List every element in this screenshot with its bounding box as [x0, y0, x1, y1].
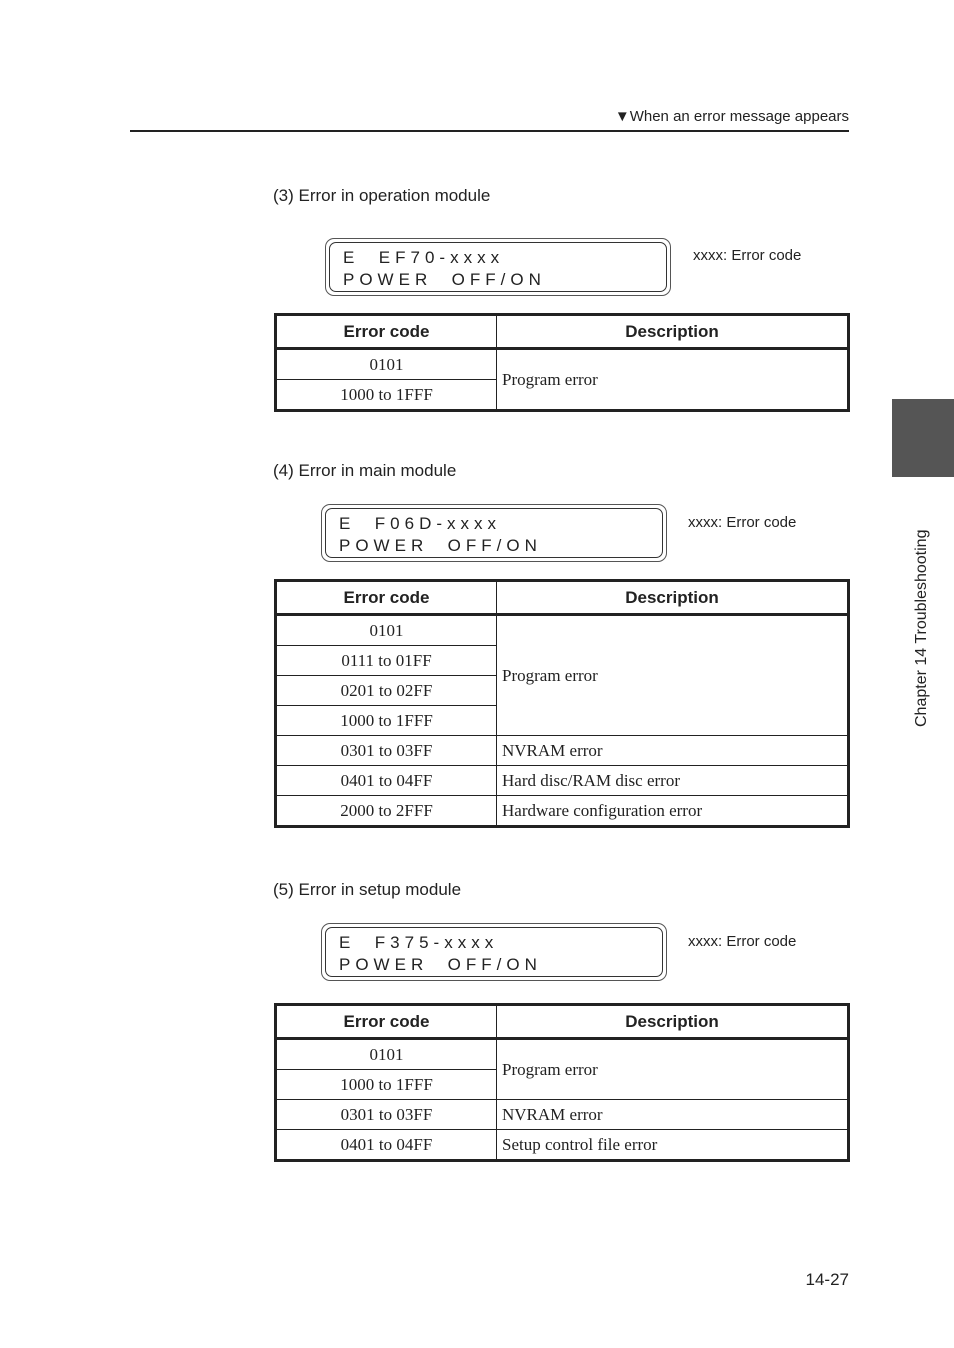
section-3-title: (3) Error in operation module: [273, 186, 491, 205]
error-code-cell: 0401 to 04FF: [276, 1130, 497, 1161]
header-error-code: Error code: [276, 581, 497, 615]
table-row: [276, 766, 849, 796]
lcd-line-2: POWER OFF/ON: [339, 536, 542, 555]
running-header: [615, 108, 849, 125]
error-code-cell: 1000 to 1FFF: [276, 1070, 497, 1100]
header-rule: [130, 130, 849, 132]
running-header-text: When an error message appears: [629, 108, 849, 125]
error-code-cell: 0101: [276, 349, 497, 380]
lcd-line-2: POWER OFF/ON: [343, 270, 546, 289]
header-description: Description: [497, 581, 849, 615]
header-description: Description: [497, 1005, 849, 1039]
section-5-title: (5) Error in setup module: [273, 880, 462, 899]
table-row: [276, 1130, 849, 1161]
description-cell: Program error: [497, 349, 849, 411]
error-code-cell: 0111 to 01FF: [276, 646, 497, 676]
error-code-cell: 0301 to 03FF: [276, 1100, 497, 1130]
header-error-code: Error code: [276, 315, 497, 349]
table-row: [276, 615, 849, 646]
error-code-note: xxxx: Error code: [693, 247, 802, 264]
error-code-note: xxxx: Error code: [688, 933, 797, 950]
error-table-setup: [274, 1003, 850, 1162]
error-code-cell: 0101: [276, 615, 497, 646]
chapter-tab: [892, 399, 954, 477]
error-code-cell: 1000 to 1FFF: [276, 380, 497, 411]
table-row: [276, 1039, 849, 1070]
description-cell: Program error: [497, 615, 849, 736]
lcd-display-operation: [325, 238, 671, 296]
triangle-marker-icon: ▼: [614, 108, 630, 125]
description-cell: Setup control file error: [497, 1130, 849, 1161]
lcd-line-1: E F375-xxxx: [339, 933, 499, 952]
table-row: [276, 1100, 849, 1130]
lcd-line-1: E EF70-xxxx: [343, 248, 505, 267]
lcd-line-1: E F06D-xxxx: [339, 514, 502, 533]
table-header-row: [276, 581, 849, 615]
error-code-cell: 0301 to 03FF: [276, 736, 497, 766]
error-code-cell: 0401 to 04FF: [276, 766, 497, 796]
error-table-operation: [274, 313, 850, 412]
error-code-cell: 2000 to 2FFF: [276, 796, 497, 827]
lcd-display-main: [321, 504, 667, 562]
error-code-cell: 1000 to 1FFF: [276, 706, 497, 736]
table-row: [276, 349, 849, 380]
header-description: Description: [497, 315, 849, 349]
error-code-cell: 0201 to 02FF: [276, 676, 497, 706]
error-code-note: xxxx: Error code: [688, 514, 797, 531]
lcd-display-setup: [321, 923, 667, 981]
section-4-title: (4) Error in main module: [273, 461, 457, 480]
table-header-row: [276, 1005, 849, 1039]
error-table-main: [274, 579, 850, 828]
description-cell: NVRAM error: [497, 736, 849, 766]
table-row: [276, 736, 849, 766]
table-row: [276, 796, 849, 827]
page-number: 14-27: [805, 1270, 849, 1289]
lcd-line-2: POWER OFF/ON: [339, 955, 542, 974]
chapter-side-label: Chapter 14 Troubleshooting: [913, 529, 930, 727]
description-cell: Program error: [497, 1039, 849, 1100]
header-error-code: Error code: [276, 1005, 497, 1039]
description-cell: NVRAM error: [497, 1100, 849, 1130]
description-cell: Hard disc/RAM disc error: [497, 766, 849, 796]
table-header-row: [276, 315, 849, 349]
error-code-cell: 0101: [276, 1039, 497, 1070]
description-cell: Hardware configuration error: [497, 796, 849, 827]
